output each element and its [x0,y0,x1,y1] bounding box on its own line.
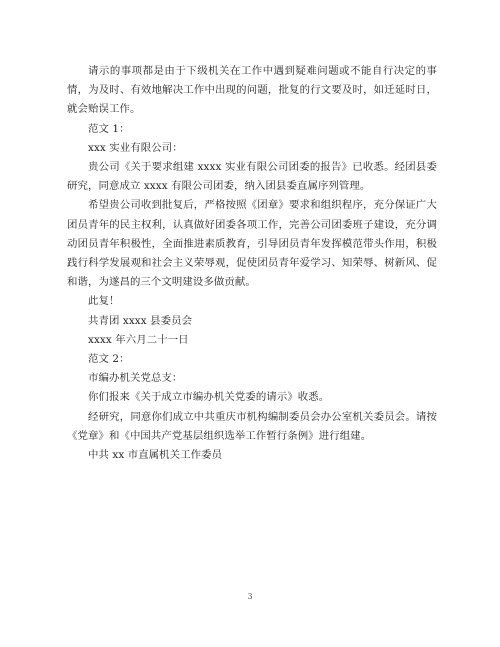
example-1-heading: 范文 1： [88,122,130,135]
document-body [67,62,437,465]
example-1-body-paragraph: 希望贵公司收到批复后，严格按照《团章》要求和组织程序，充分保证广大团员青年的民主权利，认真做好团委各项工作，完善公司团委班子建设，充分调动团员青年积极性，全面推进素质教育，引导团员青年发挥模范带头作用，积极践行科学发展观和社会主义荣辱观，促使团员青年爱学习、知荣辱、树新风、促和谐，为遂昌的三个文明建设多做贡献。 [67,199,437,289]
example-2-signature: 中共 xx 市直属机关工作委员 [88,449,223,462]
example-1-date: xxxx 年六月二十一日 [88,333,189,346]
page-number: 3 [247,592,253,601]
example-2-body-paragraph: 经研究，同意你们成立中共重庆市机构编制委员会办公室机关委员会。请按《党章》和《中国共产党基层组织选举工作暂行条例》进行组建。 [67,410,437,442]
example-2-recipient: 市编办机关党总支： [88,372,183,385]
example-1-signature: 共青团 xxxx 县委员会 [88,314,193,327]
example-1-body-paragraph: 贵公司《关于要求组建 xxxx 实业有限公司团委的报告》已收悉。经团县委研究，同意成立 xxxx 有限公司团委，纳入团县委直属序列管理。 [67,161,437,193]
example-2-body-paragraph: 你们报来《关于成立市编办机关党委的请示》收悉。 [88,391,330,404]
intro-paragraph: 请示的事项都是由于下级机关在工作中遇到疑难问题或不能自行决定的事情，为及时、有效地解决工作中出现的问题，批复的行文要及时，如迁延时日，就会贻误工作。 [67,65,437,116]
example-1-closing: 此复！ [88,295,120,308]
example-1-recipient: xxx 实业有限公司： [88,141,183,154]
example-2-heading: 范文 2： [88,353,130,366]
